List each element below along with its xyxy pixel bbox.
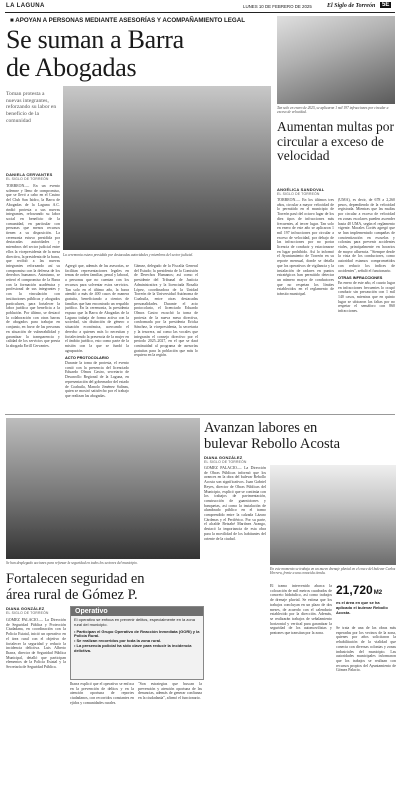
bottom-col1: GÓMEZ PALACIO.— La Dirección de Seguridad Pública y Protección Ciudadana, en coordinación con la Policía Estatal, inició un operativo en el área rural con el objetivo de fortalecer la seguridad y reducir la incidencia delictiva. Luis Alberto Ibarra, director de Seguridad Pública Municipal, detalló que participan elementos de la Policía Estatal y la Secretaría de Seguridad Pública.	[6, 618, 66, 670]
main-col1: TORREÓN.— En un evento solemne y lleno de compromiso, que se llevó a cabo en el Casino del Club San Isidro, la Barra de Abogadas de la Laguna A.C. rindió protesta a sus nuevas integrantes, reforzando su labor social en beneficio de la comunidad, en particular con personas que menos recursos tienen a su disposición. La ceremonia estuvo presidida por destacadas autoridades y miembros del sector judicial entre ellos la vicepresidenta de la mesa directiva, la presidenta de la barra, que recibió a las nuevas integrantes reforzando así su compromiso con la defensa de los derechos humanos. Asimismo, se reiteró el compromiso de la Barra con la formación académica y profesional de sus integrantes y con la vinculación con instituciones públicas y abogados particulares, para fortalecer la labor jurídica que beneficia a la población. Por último, se destacó la colaboración con otras barras de abogados para trabajar en conjunto, en favor de las personas en situación de vulnerabilidad y garantizar la transparencia y calidad de los servicios que presta la abogada Errill Cervantes.	[6, 184, 60, 348]
main-col2: Agregó que, además de las asesorías, se facilitan representaciones legales en temas de orden familiar, penal y laboral, a personas que no cuentan con los recursos para solventar estos servicios. Tan solo en el último año, la barra atendió a más de 400 casos de manera gratuita, beneficiando a cientos de familias que han encontrado un respaldo jurídico. En la ceremonia, la presidenta expuso que la Barra de Abogadas de la Laguna trabaja de forma activa con la sociedad, sin distinción de género o situación económica, acercando el derecho a quienes más lo necesitan y fortaleciendo la presencia de la mujer en el ámbito jurídico, esto como parte de la misión con la que se fundó la agrupación. ACTO PROTOCOLARIO Durante la toma de protesta, el evento contó con la presencia del licenciado Eduardo Olmos Castro, secretario de Desarrollo Regional de la Laguna, en representación del gobernador del estado de Coahuila, Manolo Jiménez Salinas, quien se mostró satisfecho por el trabajo que realizan las abogadas.	[65, 264, 129, 398]
bottom-col2: Ibarra explicó que el operativo se enfoca en la prevención de delitos y en la atención oportuna de reportes ciudadanos, con recorridos constantes en ejidos y comunidades rurales.	[70, 682, 134, 705]
page-number: 5E	[382, 2, 390, 8]
side-byline-sub: EL SIGLO DE TORREÓN	[277, 192, 320, 196]
mid-byline-sub: EL SIGLO DE TORREÓN	[204, 460, 247, 464]
operativo-bullet: • La presencia policial ha sido clave para reducir la incidencia delictiva.	[74, 642, 192, 653]
main-summary: Toman protesta a nuevas integrantes, reforzando su labor en beneficio de la comunidad	[6, 91, 57, 124]
side-headline: Aumentan multas por circular a exceso de velocidad	[277, 119, 394, 163]
bottom-col3: "Son estrategias que buscan la prevención y atención oportuna de las denuncias, además de generar confianza en la ciudadanía", afirmó el funcionario.	[138, 682, 202, 701]
brand-name: El Siglo de Torreón	[327, 2, 376, 9]
date-line: LUNES 10 DE FEBRERO DE 2025	[243, 4, 312, 9]
mid-headline: Avanzan labores en bulevar Rebollo Acosta	[204, 420, 341, 452]
drain-photo	[270, 465, 396, 565]
stat-callout	[336, 584, 396, 624]
mid-col3: Se trata de una de las obras más esperadas por los vecinos de la zona, quienes por años solicitaron la rehabilitación de la vialidad que conecta con diversas colonias y zonas industriales del municipio. Las autoridades municipales informaron que los trabajos se realizan con recursos propios del Ayuntamiento de Gómez Palacio.	[336, 626, 396, 673]
stat-unit: M2	[373, 590, 383, 596]
stat-text: es el área en que se ha aplicado el bulevar Rebollo Acosta.	[336, 600, 388, 615]
main-byline: DANIELA CERVANTES	[6, 172, 53, 177]
side-col2: (UMA), es decir, de 678 a 2,260 pesos, dependiendo de la velocidad registrada. Mientras que las multas por circular a exceso de velocidad en zonas escolares pueden ascender hasta 40 UMA, según el reglamento vigente. Morales Cortés agregó que se han implementado campañas de concientización en escuelas y colonias para prevenir accidentes viales, principalmente en horarios de mayor afluencia. "Siempre desde la vista de los conductores, como autoridad estamos comprometidos con reducir los índices de accidentes", señaló el funcionario. OTRAS INFRACCIONES En enero de este año, el cuarto lugar en infracciones frecuentes lo ocupó conducir sin precaución con 1 mil 140 casos, mientras que en quinto lugar se ubicaron las faltas por no respetar el semáforo con 860 infracciones.	[338, 198, 395, 314]
mid-col2: El tramo intervenido abarca la colocación de mil metros cuadrados de concreto hidráulico, así como trabajos de drenaje pluvial. Se estima que los trabajos concluyan en un plazo de dos meses, de acuerdo con el calendario establecido por la dirección. Además, se realizarán trabajos de señalamiento horizontal y vertical para garantizar la seguridad de los automovilistas y peatones que transitan por la zona.	[270, 584, 332, 636]
section-name: LA LAGUNA	[6, 3, 45, 9]
bottom-byline: DIANA GONZÁLEZ	[6, 606, 45, 611]
security-photo	[6, 418, 200, 559]
main-photo	[63, 86, 271, 250]
bottom-headline: Fortalecen seguridad en área rural de Gómez P.	[6, 571, 145, 603]
mid-rule	[5, 414, 395, 415]
side-photo	[277, 16, 395, 104]
mid-byline: DIANA GONZÁLEZ	[204, 455, 243, 460]
operativo-bullet: • Participan el Grupo Operativo de Reacción Inmediata (GORI) y la Policía Rural.	[74, 628, 200, 639]
operativo-box-title: Operativo	[71, 607, 203, 616]
mid-col1: GÓMEZ PALACIO.— La Dirección de Obras Públicas informó que los avances en la obra del bulevar Rebollo Acosta son significativos. Juan Gabriel Reyes, director de Obras Públicas del Municipio, explicó que se continúa con los trabajos de pavimentación, construcción de guarniciones y banquetas, así como la instalación de alumbrado público en el tramo comprendido entre la calzada Lázaro Cárdenas y el Periférico. Por su parte, el alcalde Betzabé Martínez Arango, destacó la importancia de esta obra para la movilidad de los habitantes del oriente de la ciudad.	[204, 466, 266, 541]
main-col3: Gámez, delegado de la Fiscalía General del Estado; la presidenta de la Comisión de Derechos Humanos; así como el presidente del Tribunal de Justicia Administrativa y la licenciada Rosalía López, coordinadora de la Unidad Torreón de la Universidad Autónoma de Coahuila, entre otras destacadas personalidades. Durante el acto protocolario, el licenciado Eduardo Olmos Castro escuchó la toma de protesta de la nueva mesa directiva, conformada por la presidenta Ericka Sánchez, la vicepresidenta, la secretaria y la tesorera, así como las vocales que integrarán el consejo directivo por el periodo 2025–2027, en el que se dará continuidad al programa de asesorías gratuitas para la población que más lo requiera en la región.	[134, 264, 198, 358]
bottom-byline-sub: EL SIGLO DE TORREÓN	[6, 611, 49, 615]
operativo-box	[70, 606, 204, 680]
side-photo-caption: Tan solo en enero de 2025, se aplicaron 1 mil 197 infracciones por circular a exceso de velocidad.	[277, 106, 389, 115]
security-photo-caption: Se han desplegado acciones para reforzar la seguridad en todos los sectores del municipio.	[6, 561, 138, 565]
operativo-box-intro: El operativo se enfoca en prevenir delitos, especialmente en la zona rural del municipio.	[74, 617, 195, 627]
header-rule	[5, 12, 395, 13]
main-headline: Se suman a Barra de Abogadas	[6, 25, 184, 82]
stat-value: 21,720M2	[336, 583, 383, 597]
operativo-bullet: • Se realizan recorridos por toda la zona rural.	[74, 638, 162, 644]
main-kicker: ■ APOYAN A PERSONAS MEDIANTE ASESORÍAS Y ACOMPAÑAMIENTO LEGAL	[10, 17, 245, 24]
main-subhead: ACTO PROTOCOLARIO	[65, 355, 109, 361]
main-photo-caption: La ceremonia estuvo presidida por destacadas autoridades y miembros del sector judicial.	[63, 253, 194, 257]
side-subhead: OTRAS INFRACCIONES	[338, 275, 383, 281]
kicker-bullet: ■	[10, 17, 16, 24]
drain-photo-caption: En este momento se trabaja en un nuevo drenaje pluvial en el cruce del bulevar Carlos Herrera, frente a una conocida tienda.	[270, 567, 396, 576]
page-header	[0, 0, 400, 16]
main-byline-sub: EL SIGLO DE TORREÓN	[6, 177, 49, 181]
side-byline: ANGÉLICA SANDOVAL	[277, 187, 325, 192]
side-col1: TORREÓN.— En los últimos tres años, circular a mayor velocidad de lo permitido en el municipio de Torreón pasó del octavo lugar de los diez tipos de infracciones más frecuentes, al tercer lugar. Tan solo en enero de este año se aplicaron 1 mil 197 infracciones por circular a exceso de velocidad, por debajo de las infracciones por no portar licencia de conducir y estacionarse en lugar prohibido. Así lo informó el Ayuntamiento de Torreón en su reporte mensual, donde se detalla que los operativos de vigilancia y la instalación de radares en puntos estratégicos han permitido detectar un número mayor de conductores que no respetan los límites establecidos en el reglamento de tránsito municipal.	[277, 198, 334, 297]
